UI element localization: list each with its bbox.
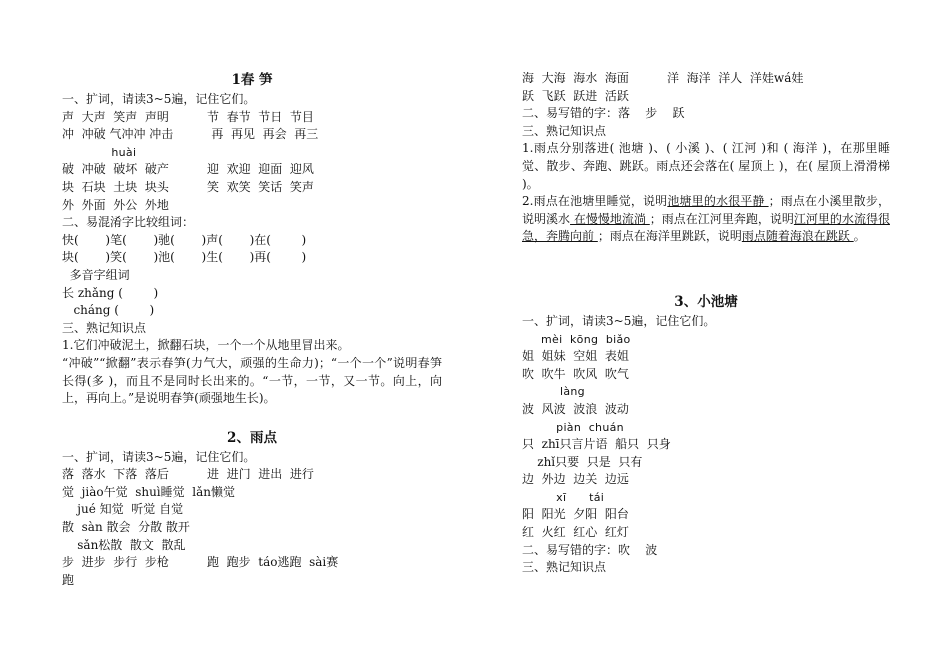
knowledge-point-1: 1.它们冲破泥土，掀翻石块，一个一个从地里冒出来。 — [62, 338, 350, 353]
word-row: 红 火红 红心 红灯 — [522, 525, 629, 540]
word-row: 阳 阳光 夕阳 阳台 — [522, 507, 629, 522]
word-row: 吹 吹牛 吹风 吹气 — [522, 366, 629, 381]
word-row: 只 zhī只言片语 船只 只身 — [522, 437, 671, 452]
word-row: 冲 冲破 气冲冲 冲击 再 再见 再会 再三 — [62, 127, 319, 142]
word-row: 块 石块 土块 块头 笑 欢笑 笑话 笑声 — [62, 179, 314, 194]
word-row: 散 sàn 散会 分散 散开 — [62, 520, 190, 535]
pinyin-line: làng — [522, 385, 585, 399]
word-row: 外 外面 外公 外地 — [62, 197, 169, 212]
word-row: 破 冲破 破坏 破产 迎 欢迎 迎面 迎风 — [62, 162, 314, 177]
text-segment: ；雨点在海洋里跳跃，说明 — [597, 229, 742, 244]
underlined-answer: 在慢慢地流淌 — [570, 211, 650, 226]
word-row: zhǐ只要 只是 只有 — [522, 454, 643, 469]
right-column — [522, 70, 890, 577]
word-row: 跑 — [62, 572, 75, 587]
lesson-3-section-2-heading: 二、易写错的字：吹 波 — [522, 542, 658, 557]
spacer — [522, 246, 890, 292]
pinyin-line: mèi kōng biǎo — [522, 332, 631, 346]
text-segment: 。 — [853, 229, 866, 244]
word-row: 跃 飞跃 跃进 活跃 — [522, 88, 629, 103]
spacer — [62, 408, 442, 428]
compare-row: 快( )笔( )驰( )声( )在( ) — [62, 232, 307, 247]
pinyin-line: huài — [62, 145, 137, 159]
polyphone-row: cháng ( ) — [62, 303, 155, 318]
knowledge-point-1: 1.雨点分别落进( 池塘 )、( 小溪 )、( 江河 )和 ( 海洋 )，在那里睡觉、散步、奔跑、跳跃。雨点还会落在( 屋顶上 )，在( 屋顶上滑滑梯 )。 — [522, 141, 890, 191]
left-column — [62, 70, 442, 589]
word-row: 步 进步 步行 步枪 跑 跑步 táo逃跑 sài赛 — [62, 555, 339, 570]
knowledge-point-2: “冲破”“掀翻”表示春笋(力气大，顽强的生命力)；“一个一个”说明春笋长得(多 )，而且不是同时长出来的。“一节，一节，又一节。向上，向上，再向上。”是说明春笋(顽强地生长)。 — [62, 355, 442, 406]
compare-row: 块( )笑( )池( )生( )再( ) — [62, 250, 307, 265]
word-row: sǎn松散 散文 散乱 — [62, 537, 186, 552]
text-segment: 2.雨点在池塘里睡觉，说明 — [522, 194, 668, 209]
lesson-2-section-2-heading: 二、易写错的字：落 步 跃 — [522, 106, 685, 121]
text-segment: ；雨点在小溪里散步，说明溪水 — [522, 194, 890, 226]
word-row: 边 外边 边关 边远 — [522, 472, 629, 487]
polyphone-row: 长 zhǎng ( ) — [62, 285, 159, 300]
lesson-1-section-1-heading: 一、扩词，请读3~5遍，记住它们。 — [62, 92, 256, 106]
lesson-2-section-1-heading: 一、扩词，请读3~5遍，记住它们。 — [62, 449, 256, 464]
word-row: 声 大声 笑声 声明 节 春节 节日 节目 — [62, 109, 314, 124]
text-segment: ；雨点在江河里奔跑，说明 — [649, 211, 794, 226]
lesson-1-title: 1春 笋 — [231, 72, 273, 88]
underlined-answer: 雨点随着海浪在跳跃 — [741, 229, 854, 244]
word-row: 姐 姐妹 空姐 表姐 — [522, 349, 629, 364]
pinyin-line: piàn chuán — [522, 420, 624, 434]
pinyin-line: xī tái — [522, 490, 605, 504]
word-row: 落 落水 下落 落后 进 进门 进出 进行 — [62, 467, 314, 482]
knowledge-point-2 — [522, 193, 890, 246]
word-row: jué 知觉 听觉 自觉 — [62, 502, 184, 517]
lesson-2-section-3-heading: 三、熟记知识点 — [522, 123, 607, 138]
underlined-answer: 池塘里的水很平静 — [667, 194, 769, 209]
lesson-3-section-3-heading: 三、熟记知识点 — [522, 560, 607, 575]
polyphone-heading: 多音字组词 — [62, 267, 130, 282]
lesson-3-section-1-heading: 一、扩词，请读3~5遍，记住它们。 — [522, 313, 716, 328]
underlined-answer: 江河里的水流得很急，奔腾向前 — [522, 211, 890, 244]
lesson-2-title: 2、雨点 — [227, 429, 277, 446]
word-row: 海 大海 海水 海面 洋 海洋 洋人 洋娃wá娃 — [522, 71, 804, 85]
word-row: 觉 jiào午觉 shuì睡觉 lǎn懒觉 — [62, 484, 235, 499]
word-row: 波 风波 波浪 波动 — [522, 401, 629, 416]
lesson-1-section-3-heading: 三、熟记知识点 — [62, 320, 147, 335]
lesson-1-section-2-heading: 二、易混淆字比较组词： — [62, 215, 195, 230]
lesson-3-title: 3、小池塘 — [674, 293, 738, 310]
